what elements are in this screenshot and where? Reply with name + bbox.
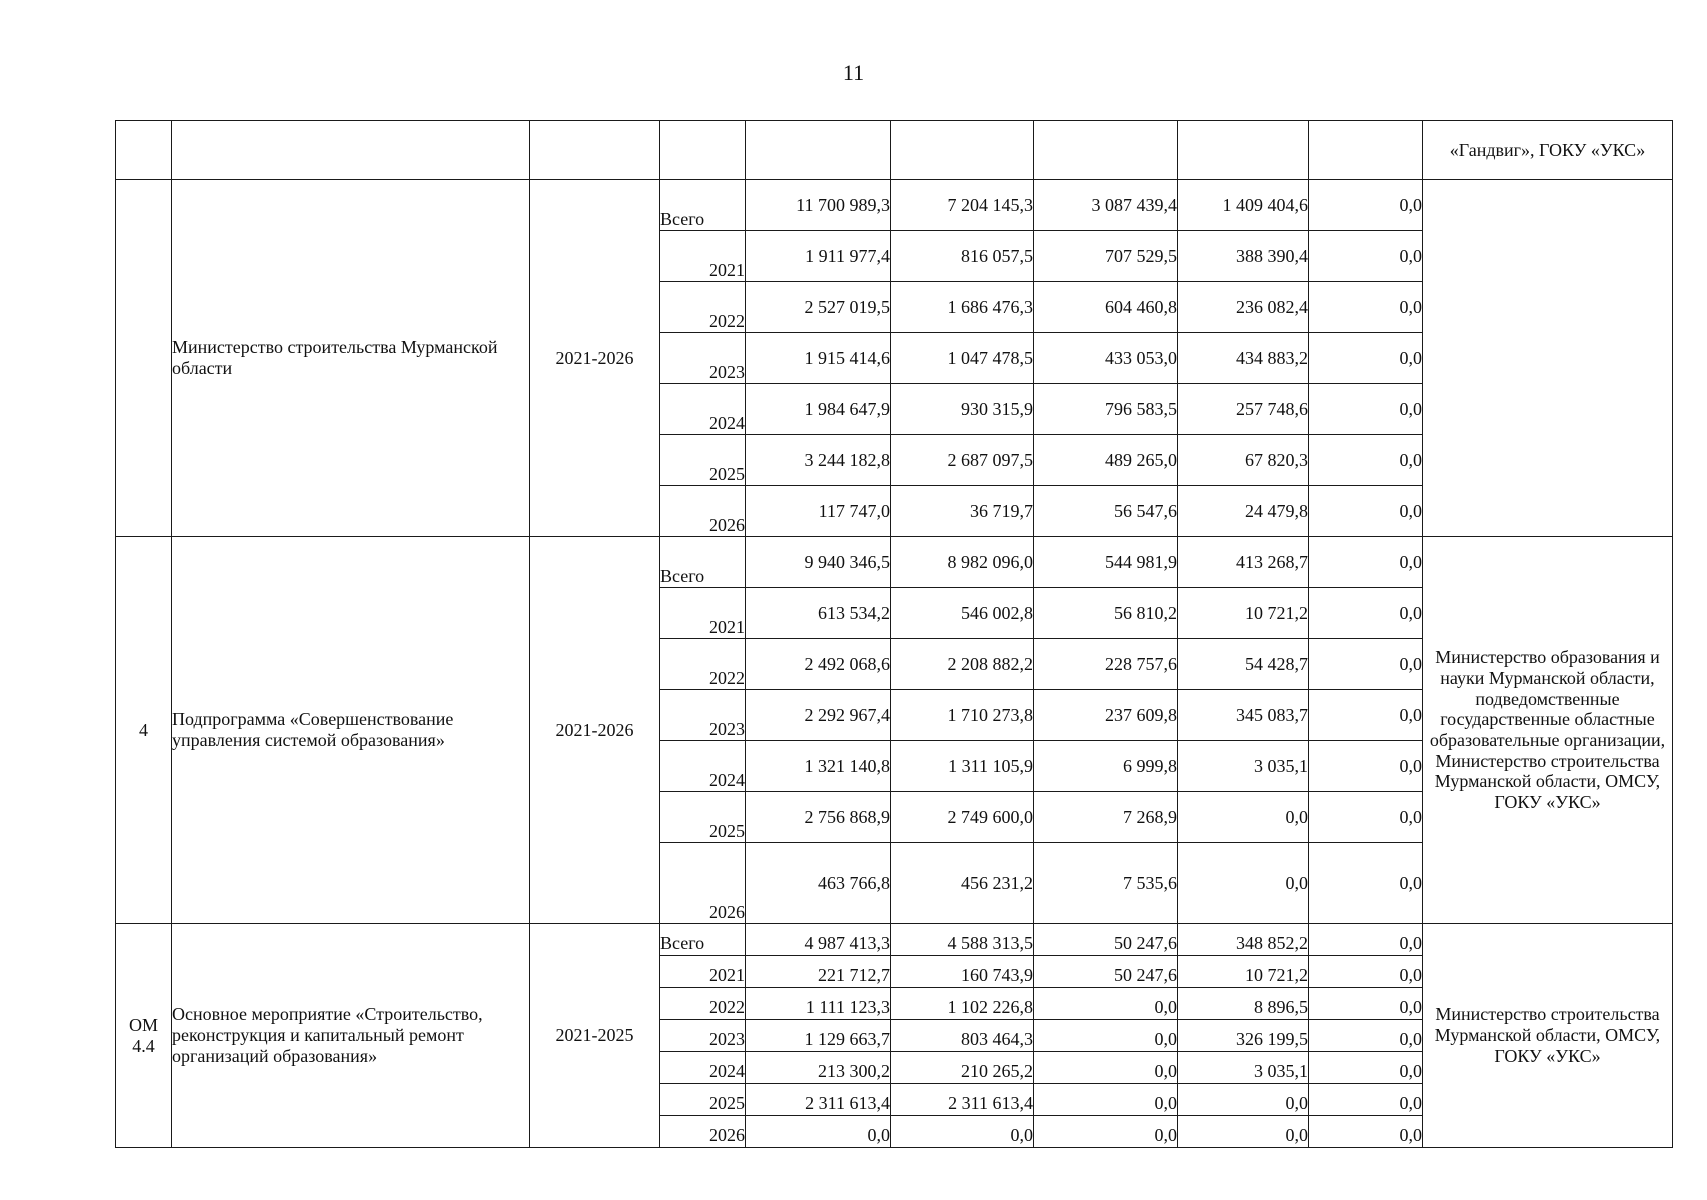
period: 2021-2026 — [530, 537, 660, 924]
value-cell: 0,0 — [1309, 588, 1423, 639]
row-number: 4 — [116, 537, 172, 924]
value-cell: 3 035,1 — [1178, 741, 1309, 792]
year-cell: 2026 — [660, 1116, 746, 1148]
year-cell: 2022 — [660, 988, 746, 1020]
value-cell: 0,0 — [1309, 1084, 1423, 1116]
value-cell: 796 583,5 — [1034, 384, 1178, 435]
total-cell: 3 244 182,8 — [746, 435, 891, 486]
total-cell: 2 311 613,4 — [746, 1084, 891, 1116]
table-row — [116, 121, 1673, 180]
value-cell: 228 757,6 — [1034, 639, 1178, 690]
value-cell: 1 047 478,5 — [891, 333, 1034, 384]
value-cell: 1 409 404,6 — [1178, 180, 1309, 231]
budget-table — [115, 120, 1673, 1148]
year-cell: Всего — [660, 537, 746, 588]
row-number — [116, 180, 172, 537]
total-cell: 1 321 140,8 — [746, 741, 891, 792]
value-cell: 2 311 613,4 — [891, 1084, 1034, 1116]
value-cell: 930 315,9 — [891, 384, 1034, 435]
period: 2021-2025 — [530, 924, 660, 1148]
executor-cell: Министерство строительства Мурманской области, ОМСУ, ГОКУ «УКС» — [1423, 924, 1673, 1148]
year-cell: 2023 — [660, 333, 746, 384]
total-cell: 1 915 414,6 — [746, 333, 891, 384]
year-cell: 2024 — [660, 384, 746, 435]
row-number: ОМ 4.4 — [116, 924, 172, 1148]
year-cell: 2024 — [660, 1052, 746, 1084]
year-cell: 2025 — [660, 435, 746, 486]
period: 2021-2026 — [530, 180, 660, 537]
value-cell: 2 208 882,2 — [891, 639, 1034, 690]
value-cell: 237 609,8 — [1034, 690, 1178, 741]
value-cell: 489 265,0 — [1034, 435, 1178, 486]
value-cell: 2 749 600,0 — [891, 792, 1034, 843]
value-cell: 707 529,5 — [1034, 231, 1178, 282]
year-cell: 2023 — [660, 690, 746, 741]
value-cell: 434 883,2 — [1178, 333, 1309, 384]
value-cell: 50 247,6 — [1034, 956, 1178, 988]
year-cell: 2021 — [660, 231, 746, 282]
value-cell: 0,0 — [1309, 435, 1423, 486]
value-cell: 1 710 273,8 — [891, 690, 1034, 741]
executor-cell: «Гандвиг», ГОКУ «УКС» — [1423, 121, 1673, 180]
value-cell: 7 204 145,3 — [891, 180, 1034, 231]
value-cell: 544 981,9 — [1034, 537, 1178, 588]
value-cell: 0,0 — [1309, 690, 1423, 741]
value-cell: 546 002,8 — [891, 588, 1034, 639]
value-cell: 257 748,6 — [1178, 384, 1309, 435]
year-cell: 2023 — [660, 1020, 746, 1052]
value-cell: 0,0 — [1309, 537, 1423, 588]
value-cell: 0,0 — [1178, 792, 1309, 843]
value-cell: 326 199,5 — [1178, 1020, 1309, 1052]
value-cell: 0,0 — [1309, 486, 1423, 537]
value-cell: 160 743,9 — [891, 956, 1034, 988]
total-cell: 1 911 977,4 — [746, 231, 891, 282]
value-cell: 8 896,5 — [1178, 988, 1309, 1020]
total-cell: 463 766,8 — [746, 843, 891, 924]
value-cell: 0,0 — [1034, 1084, 1178, 1116]
value-cell: 56 810,2 — [1034, 588, 1178, 639]
value-cell: 4 588 313,5 — [891, 924, 1034, 956]
value-cell: 0,0 — [1309, 282, 1423, 333]
total-cell: 1 111 123,3 — [746, 988, 891, 1020]
executor-cell: Министерство образования и науки Мурманской области, подведомственные государственные областные образовательные организации, Министерство строительства Мурманской области, ОМСУ, ГОКУ «УКС» — [1423, 537, 1673, 924]
value-cell: 0,0 — [1309, 988, 1423, 1020]
value-cell: 1 311 105,9 — [891, 741, 1034, 792]
value-cell: 0,0 — [1309, 180, 1423, 231]
value-cell: 0,0 — [1309, 843, 1423, 924]
year-cell: 2025 — [660, 792, 746, 843]
value-cell: 433 053,0 — [1034, 333, 1178, 384]
value-cell: 0,0 — [1309, 1020, 1423, 1052]
value-cell: 1 102 226,8 — [891, 988, 1034, 1020]
year-cell: 2025 — [660, 1084, 746, 1116]
year-cell: 2022 — [660, 639, 746, 690]
total-cell: 0,0 — [746, 1116, 891, 1148]
value-cell: 24 479,8 — [1178, 486, 1309, 537]
total-cell: 613 534,2 — [746, 588, 891, 639]
year-cell: 2026 — [660, 486, 746, 537]
value-cell: 36 719,7 — [891, 486, 1034, 537]
year-cell: 2026 — [660, 843, 746, 924]
year-cell: Всего — [660, 180, 746, 231]
value-cell: 0,0 — [1178, 1116, 1309, 1148]
table-row — [116, 537, 1673, 588]
value-cell: 388 390,4 — [1178, 231, 1309, 282]
value-cell: 0,0 — [1309, 639, 1423, 690]
value-cell: 0,0 — [1034, 1020, 1178, 1052]
year-cell: 2021 — [660, 588, 746, 639]
total-cell: 2 292 967,4 — [746, 690, 891, 741]
table-row — [116, 180, 1673, 231]
value-cell: 56 547,6 — [1034, 486, 1178, 537]
value-cell: 0,0 — [1309, 384, 1423, 435]
value-cell: 0,0 — [1309, 1052, 1423, 1084]
value-cell: 10 721,2 — [1178, 588, 1309, 639]
year-cell: 2024 — [660, 741, 746, 792]
total-cell: 2 756 868,9 — [746, 792, 891, 843]
value-cell: 0,0 — [1309, 924, 1423, 956]
value-cell: 2 687 097,5 — [891, 435, 1034, 486]
value-cell: 10 721,2 — [1178, 956, 1309, 988]
total-cell: 117 747,0 — [746, 486, 891, 537]
value-cell: 803 464,3 — [891, 1020, 1034, 1052]
page-number: 11 — [842, 60, 865, 85]
total-cell: 221 712,7 — [746, 956, 891, 988]
value-cell: 0,0 — [1034, 1116, 1178, 1148]
value-cell: 604 460,8 — [1034, 282, 1178, 333]
value-cell: 54 428,7 — [1178, 639, 1309, 690]
value-cell: 348 852,2 — [1178, 924, 1309, 956]
value-cell: 8 982 096,0 — [891, 537, 1034, 588]
year-cell: 2021 — [660, 956, 746, 988]
program-name: Министерство строительства Мурманской области — [172, 180, 530, 537]
value-cell: 0,0 — [1178, 843, 1309, 924]
value-cell: 3 087 439,4 — [1034, 180, 1178, 231]
value-cell: 236 082,4 — [1178, 282, 1309, 333]
total-cell: 1 129 663,7 — [746, 1020, 891, 1052]
value-cell: 345 083,7 — [1178, 690, 1309, 741]
value-cell: 0,0 — [1034, 988, 1178, 1020]
total-cell: 11 700 989,3 — [746, 180, 891, 231]
value-cell: 0,0 — [1309, 333, 1423, 384]
total-cell: 9 940 346,5 — [746, 537, 891, 588]
value-cell: 413 268,7 — [1178, 537, 1309, 588]
value-cell: 816 057,5 — [891, 231, 1034, 282]
value-cell: 0,0 — [1309, 956, 1423, 988]
total-cell: 4 987 413,3 — [746, 924, 891, 956]
executor-cell — [1423, 180, 1673, 537]
value-cell: 7 535,6 — [1034, 843, 1178, 924]
value-cell: 0,0 — [1309, 741, 1423, 792]
table-row — [116, 924, 1673, 956]
year-cell: 2022 — [660, 282, 746, 333]
value-cell: 7 268,9 — [1034, 792, 1178, 843]
value-cell: 0,0 — [1178, 1084, 1309, 1116]
program-name: Подпрограмма «Совершенствование управления системой образования» — [172, 537, 530, 924]
value-cell: 3 035,1 — [1178, 1052, 1309, 1084]
value-cell: 0,0 — [1309, 231, 1423, 282]
value-cell: 456 231,2 — [891, 843, 1034, 924]
value-cell: 0,0 — [1309, 1116, 1423, 1148]
total-cell: 1 984 647,9 — [746, 384, 891, 435]
value-cell: 0,0 — [891, 1116, 1034, 1148]
value-cell: 1 686 476,3 — [891, 282, 1034, 333]
total-cell: 2 527 019,5 — [746, 282, 891, 333]
total-cell: 2 492 068,6 — [746, 639, 891, 690]
value-cell: 67 820,3 — [1178, 435, 1309, 486]
year-cell: Всего — [660, 924, 746, 956]
value-cell: 210 265,2 — [891, 1052, 1034, 1084]
value-cell: 6 999,8 — [1034, 741, 1178, 792]
total-cell: 213 300,2 — [746, 1052, 891, 1084]
program-name: Основное мероприятие «Строительство, реконструкция и капитальный ремонт организаций образования» — [172, 924, 530, 1148]
value-cell: 50 247,6 — [1034, 924, 1178, 956]
value-cell: 0,0 — [1309, 792, 1423, 843]
value-cell: 0,0 — [1034, 1052, 1178, 1084]
